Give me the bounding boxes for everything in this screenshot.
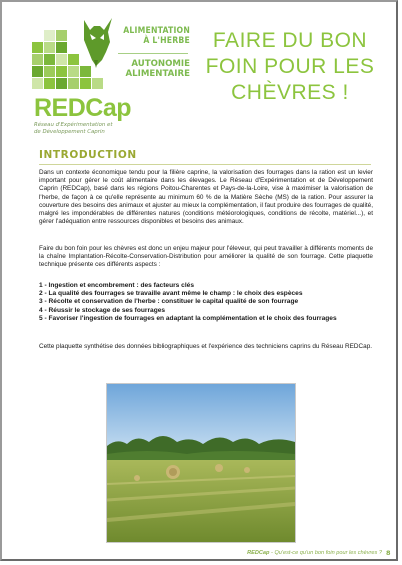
logo-separator [118, 53, 188, 54]
hay-field-illustration [107, 384, 295, 542]
topics-list [39, 282, 373, 323]
goat-head-icon [74, 16, 122, 70]
page-footer: REDCap - Qu'est-ce qu'un bon foin pour les chèvres ? [247, 550, 382, 556]
page-number: 8 [386, 549, 391, 557]
list-item: 1 - Ingestion et encombrement : des facteurs clés [39, 282, 194, 289]
list-item: 3 - Récolte et conservation de l'herbe : constituer le capital qualité de son fourrage [39, 298, 299, 306]
list-item: 2 - La qualité des fourrages se travaille avant même le champ : le choix des espèces [39, 290, 303, 298]
document-title: FAIRE DU BON FOIN POUR LES CHÈVRES ! [205, 29, 375, 104]
logo-brand: REDCap [34, 94, 132, 122]
intro-paragraph-3: Cette plaquette synthétise des données bibliographiques et l'expérience des techniciens caprins du Réseau REDCap. [39, 343, 373, 350]
logo-tagline-2: AUTONOMIE ALIMENTAIRE [125, 59, 190, 79]
logo-tagline-1: ALIMENTATION À L'HERBE [123, 26, 190, 46]
hay-field-photo [106, 383, 296, 543]
redcap-logo [32, 16, 190, 135]
list-item: 5 - Favoriser l'ingestion de fourrages en adaptant la complémentation et le choix des fourrages [39, 314, 337, 322]
intro-paragraph-2: Faire du bon foin pour les chèvres est donc un enjeu majeur pour l'éleveur, qui peut travailler à différents moments de la chaîne Implantation-Récolte-Conservation-Distribution pour améliorer la qualité de son fourrage. Cette plaquette technique présente ces différents aspects : [39, 245, 373, 269]
logo-subtitle: Réseau d'Expérimentation et de Développement Caprin [34, 122, 113, 135]
section-heading: INTRODUCTION [39, 149, 137, 161]
section-divider [39, 164, 371, 165]
list-item: 4 - Réussir le stockage de ses fourrages [39, 306, 166, 314]
intro-paragraph-1: Dans un contexte économique tendu pour la filière caprine, la valorisation des fourrages dans la ration est un levier important pour gérer le coût alimentaire dans les élevages. Le Réseau d'Expérimentation et de Développement Caprin (REDCap), basé dans les régions Poitou-Charentes et Pays-de-la-Loire, vise à maximiser la valorisation de l'herbe, de façon à ce qu'elle représente au minimum 60 % de la Matière Sèche (MS) de la ration. Pour assurer la couverture des besoins des animaux et ajuster au mieux la complémentation, il faut produire des fourrages de qualité, malgré les impondérables de différentes natures (conditions météorologiques, conditions de récolte, matériel...), et gérer l'adéquation entre ressources disponibles et besoins des animaux. [39, 169, 373, 226]
